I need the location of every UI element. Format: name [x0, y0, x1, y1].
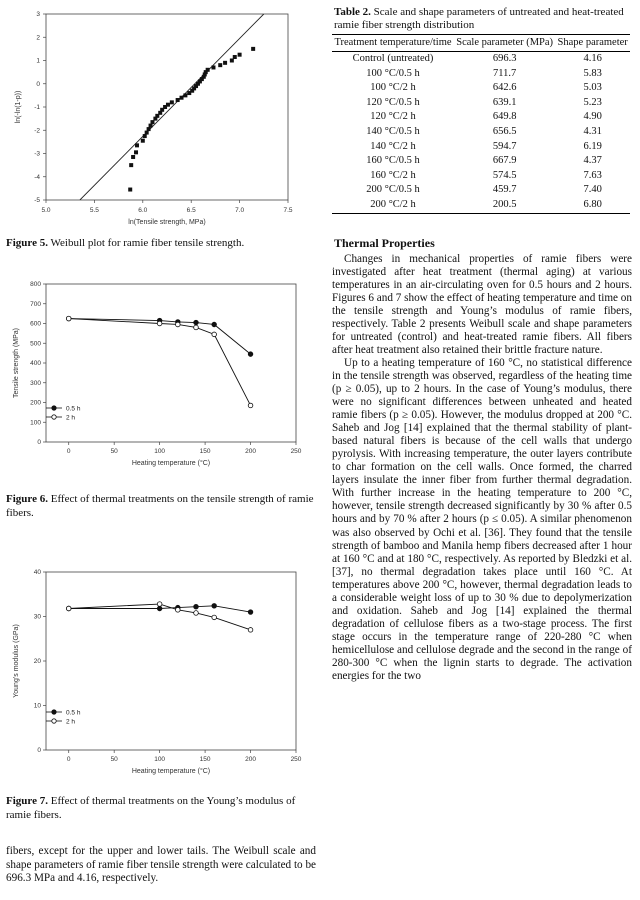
- x-tick-label: 5.0: [41, 207, 51, 214]
- x-tick-label: 150: [199, 448, 211, 455]
- table-2-caption-text: Scale and shape parameters of untreated and heat-treated ramie fiber strength distribution: [334, 6, 624, 31]
- data-point: [143, 134, 147, 138]
- table-cell: 160 °C/0.5 h: [366, 155, 420, 167]
- table-body: [332, 52, 630, 214]
- data-point: [150, 120, 154, 124]
- table-cell: 639.1: [492, 96, 517, 108]
- table-row: [332, 140, 630, 155]
- table-cell: 140 °C/0.5 h: [366, 125, 420, 137]
- x-tick-label: 250: [290, 448, 302, 455]
- data-point: [194, 604, 199, 609]
- thermal-properties-text: [332, 253, 632, 684]
- figure-5-label: Figure 5.: [6, 237, 48, 249]
- table-cell: 100 °C/0.5 h: [366, 67, 420, 79]
- table-row: [332, 81, 630, 96]
- table-cell: 667.9: [492, 155, 517, 167]
- data-point: [248, 352, 253, 357]
- x-tick-label: 5.5: [89, 207, 99, 214]
- paragraph-1: Changes in mechanical properties of ramie fibers were investigated after heat treatment (thermal aging) at various temperatures in an air-circulating oven for 0.5 hours and 2 hours. Figures 6 and 7 show the effect of heating temperature and time on the tensile strength and Young’s modulus of ramie fibers, respectively. Table 2 presents Weibull scale and shape parameters for untreated (control) and heat-treated ramie fibers. All fibers after heat treatment also retained their brittle fracture nature.: [332, 252, 632, 356]
- table-cell: 6.19: [583, 140, 602, 152]
- data-point: [134, 150, 138, 154]
- table-cell: 100 °C/2 h: [370, 82, 416, 94]
- youngs-modulus-chart: [6, 562, 318, 782]
- table-row: [332, 52, 630, 67]
- table-cell: 594.7: [492, 140, 517, 152]
- figure-7-caption-text: Effect of thermal treatments on the Young’s modulus of ramie fibers.: [6, 795, 296, 821]
- table-cell: 5.23: [583, 96, 602, 108]
- y-tick-label: 30: [33, 613, 41, 621]
- plot-frame: [46, 572, 296, 750]
- table-header-row: [332, 35, 630, 52]
- data-point: [212, 332, 217, 337]
- figure-6-label: Figure 6.: [6, 493, 48, 505]
- data-point: [206, 68, 210, 72]
- data-point: [128, 188, 132, 192]
- figure-5-caption: [6, 236, 318, 250]
- data-point: [223, 61, 227, 65]
- table-cell: 574.5: [492, 169, 517, 181]
- data-point: [194, 325, 199, 330]
- y-tick-label: -5: [34, 197, 40, 205]
- legend-label: 2 h: [66, 414, 76, 422]
- table-cell: 656.5: [492, 125, 517, 137]
- y-tick-label: 700: [30, 300, 41, 308]
- table-cell: 4.16: [583, 53, 602, 64]
- y-tick-label: 200: [30, 399, 41, 407]
- table-cell: 696.3: [492, 53, 517, 64]
- table-row: [332, 154, 630, 169]
- x-tick-label: 7.5: [283, 207, 293, 214]
- right-column: [332, 0, 632, 900]
- y-axis-label: Tensile strength (MPa): [13, 327, 20, 399]
- data-point: [141, 139, 145, 143]
- legend-label: 0.5 h: [66, 405, 81, 413]
- paragraph-2: Up to a heating temperature of 160 °C, no statistical difference in the tensile strength was observed, regardless of the heating time (p ≥ 0.05), up to 2 hours. In the case of Young’s modulus, there were no significant differences between unheated and heated ramie fibers (p ≥ 0.05). However, the modulus dropped at 200 °C. Saheb and Jog [14] explained that the thermal stability of plant-based natural fibers is because of the cell walls that undergo pyrolysis. With increasing temperature, the outer layers contribute to char formation on the cell walls. Once formed, the charred layers insulate the inner fiber from further thermal degradation. With further increase in the heating temperature to 200 °C, however, tensile strength decreased significantly by 30 % after 0.5 hours and by 70 % after 2 hours (p ≤ 0.05). A similar phenomenon was also observed by Ochi et al. [36]. They found that the tensile strength of bamboo and Manila hemp fibers decreased after 1 hour at 160 °C and at 180 °C, respectively. As reported by Bledzki et al. [37], no thermal degradation takes place until 160 °C. At temperatures above 200 °C, however, thermal degradation leads to a considerable weight loss of up to 30 % due to depolymerization and oxidation. Saheb and Jog [14] explained the thermal degradation of cellulose fibers as a two-stage process. The first stage occurs in the temperature range of 220-280 °C when hemicellulose and cellulose degrade and the second in the range of 280-300 °C when the lignin starts to degrade. The activation energies for the two: [332, 356, 632, 683]
- data-point: [170, 100, 174, 104]
- legend-label: 2 h: [66, 718, 76, 726]
- y-tick-label: 500: [30, 340, 41, 348]
- left-bottom-paragraph: [6, 845, 316, 886]
- y-tick-label: -1: [34, 104, 40, 112]
- table-cell: 4.31: [583, 125, 602, 137]
- data-point: [180, 96, 184, 100]
- figure-7-caption: [6, 794, 318, 822]
- table-cell: 200 °C/0.5 h: [366, 184, 420, 196]
- data-point: [212, 322, 217, 327]
- y-tick-label: 400: [30, 360, 41, 368]
- table-row: [332, 169, 630, 184]
- data-point: [251, 47, 255, 51]
- y-tick-label: 1: [36, 57, 40, 65]
- figure-6-caption: [6, 492, 318, 520]
- y-axis-label: ln(-ln(1-p)): [15, 90, 22, 124]
- table-cell: 6.80: [555, 198, 630, 213]
- table-cell: 160 °C/2 h: [370, 169, 416, 181]
- figure-5-caption-text: Weibull plot for ramie fiber tensile strength.: [47, 237, 245, 249]
- table-cell: 642.6: [492, 82, 517, 94]
- left-column: [6, 0, 318, 900]
- x-tick-label: 6.0: [138, 207, 148, 214]
- table-row: [332, 183, 630, 198]
- y-tick-label: 0: [37, 747, 41, 755]
- table-row: [332, 110, 630, 125]
- y-tick-label: 2: [36, 34, 40, 42]
- table-cell: Control (untreated): [352, 53, 434, 64]
- legend-marker: [52, 719, 56, 723]
- data-point: [176, 98, 180, 102]
- figure-6-caption-text: Effect of thermal treatments on the tensile strength of ramie fibers.: [6, 493, 314, 519]
- table-cell: 711.7: [493, 67, 517, 79]
- data-point: [230, 59, 234, 63]
- data-point: [183, 93, 187, 97]
- data-point: [145, 131, 149, 135]
- table-cell: 120 °C/2 h: [370, 111, 416, 123]
- legend-marker: [52, 415, 56, 419]
- x-tick-label: 0: [66, 448, 71, 455]
- legend-marker: [52, 710, 56, 714]
- data-point: [135, 143, 139, 147]
- y-tick-label: -2: [34, 127, 40, 135]
- x-tick-label: 50: [110, 448, 118, 455]
- y-tick-label: 40: [33, 569, 41, 577]
- data-point: [194, 611, 199, 616]
- y-tick-label: 3: [36, 11, 40, 19]
- data-point: [212, 604, 217, 609]
- table-header-cell: Shape parameter: [555, 35, 630, 52]
- y-axis-label: Young’s modulus (GPa): [13, 624, 20, 698]
- x-tick-label: 100: [154, 756, 166, 763]
- table-row: [332, 125, 630, 140]
- data-point: [248, 403, 253, 408]
- x-tick-label: 7.0: [235, 207, 245, 214]
- figure-6: [6, 278, 318, 520]
- x-tick-label: 200: [245, 448, 256, 455]
- table-cell: 140 °C/2 h: [370, 140, 416, 152]
- data-point: [238, 53, 242, 57]
- table-row: [332, 198, 630, 213]
- data-point: [131, 155, 135, 159]
- y-tick-label: 100: [30, 419, 41, 427]
- table-2-label: Table 2.: [334, 6, 371, 18]
- x-tick-label: 6.5: [186, 207, 196, 214]
- data-point: [248, 610, 253, 615]
- y-tick-label: -4: [34, 173, 40, 181]
- weibull-plot: [6, 2, 318, 230]
- x-tick-label: 50: [110, 756, 118, 763]
- table-header-cell: Scale parameter (MPa): [454, 35, 555, 52]
- figure-7: [6, 562, 318, 822]
- table-cell: 200 °C/2 h: [332, 198, 454, 213]
- x-axis-label: Heating temperature (°C): [131, 460, 211, 467]
- table-cell: 459.7: [492, 184, 517, 196]
- figure-5: [6, 2, 318, 250]
- data-point: [166, 103, 170, 107]
- tensile-strength-chart: [6, 278, 318, 478]
- data-point: [218, 63, 222, 67]
- table-row: [332, 96, 630, 111]
- y-tick-label: 300: [30, 379, 41, 387]
- data-point: [212, 615, 217, 620]
- table-cell: 4.37: [583, 155, 602, 167]
- y-tick-label: 800: [30, 281, 41, 289]
- table-cell: 200.5: [454, 198, 555, 213]
- data-point: [194, 320, 199, 325]
- legend-marker: [52, 406, 56, 410]
- table-2-caption: [334, 6, 632, 32]
- x-tick-label: 250: [290, 756, 302, 763]
- data-point: [176, 322, 181, 327]
- plot-frame: [46, 284, 296, 442]
- legend-label: 0.5 h: [66, 709, 81, 717]
- data-point: [157, 606, 162, 611]
- fit-line: [80, 14, 264, 200]
- x-tick-label: 200: [245, 756, 256, 763]
- data-point: [66, 606, 71, 611]
- data-point: [176, 608, 181, 613]
- x-axis-label: ln(Tensile strength, MPa): [128, 219, 206, 226]
- x-axis-label: Heating temperature (°C): [131, 768, 211, 775]
- x-tick-label: 150: [199, 756, 211, 763]
- section-heading: Thermal Properties: [334, 235, 435, 250]
- table-cell: 7.40: [583, 184, 602, 196]
- table-2: [332, 34, 630, 214]
- x-tick-label: 0: [66, 756, 71, 763]
- figure-7-label: Figure 7.: [6, 795, 48, 807]
- data-point: [129, 163, 133, 167]
- data-point: [248, 628, 253, 633]
- table-cell: 5.03: [583, 82, 602, 94]
- data-point: [157, 321, 162, 326]
- x-tick-label: 100: [154, 448, 166, 455]
- data-point: [147, 127, 151, 131]
- table-cell: 7.63: [583, 169, 602, 181]
- y-tick-label: 20: [33, 658, 41, 666]
- y-tick-label: 0: [36, 80, 40, 88]
- y-tick-label: 0: [37, 439, 41, 447]
- left-bottom-text: fibers, except for the upper and lower tails. The Weibull scale and shape parameters of ramie fiber tensile strength were calculated to be 696.3 MPa and 4.16, respectively.: [6, 845, 316, 884]
- table-cell: 5.83: [583, 67, 602, 79]
- data-point: [157, 602, 162, 607]
- y-tick-label: 600: [30, 320, 41, 328]
- data-point: [211, 65, 215, 69]
- table-row: [332, 67, 630, 82]
- data-point: [233, 55, 237, 59]
- table-cell: 4.90: [583, 111, 602, 123]
- data-point: [66, 316, 71, 321]
- data-point: [149, 124, 153, 128]
- y-tick-label: 10: [33, 702, 41, 710]
- table-cell: 120 °C/0.5 h: [366, 96, 420, 108]
- y-tick-label: -3: [34, 150, 40, 158]
- table-cell: 649.8: [492, 111, 517, 123]
- table-header-cell: Treatment temperature/time: [332, 35, 454, 52]
